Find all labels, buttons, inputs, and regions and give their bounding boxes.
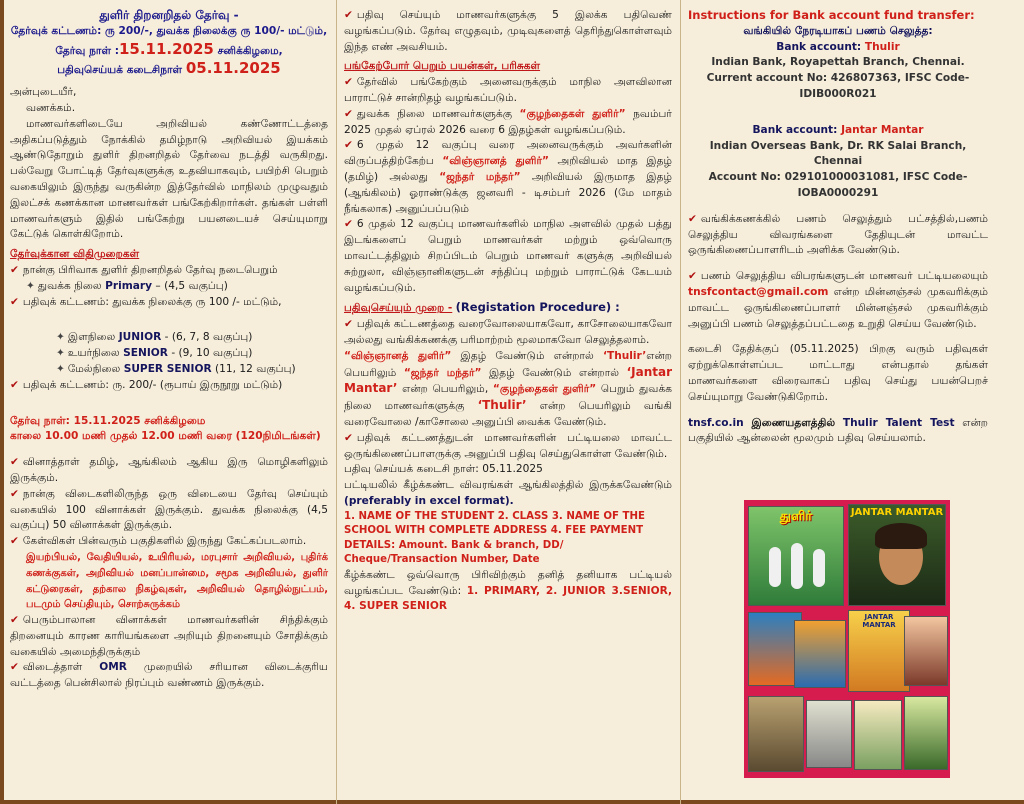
exam-title: துளிர் திறனறிதல் தேர்வு - (99, 8, 239, 22)
benefit-item: ✔ தேர்வில் பங்கேற்கும் அனைவருக்கும் மாநில அளவிலான பாராட்டுச் சான்றிதழ் வழங்கப்படும். (344, 76, 672, 104)
check-icon: ✔ (10, 661, 19, 674)
rule-item: ✔ வினாத்தாள் தமிழ், ஆங்கிலம் ஆகிய இரு மொழிகளிலும் இருக்கும். (10, 456, 328, 484)
check-icon: ✔ (10, 614, 19, 627)
bank-instructions-heading-ta: வங்கியில் நேரடியாகப் பணம் செலுத்த: (743, 24, 933, 37)
rule-item: ✔ பெரும்பாலான வினாக்கள் மாணவர்களின் சிந்திக்கும் திறனையும் காரண காரியங்களை அறியும் திறனையும் சோதிக்கும் வகையில் அமைந்திருக்கும் (10, 614, 328, 658)
cover-side (904, 616, 948, 686)
account-1-label: Bank account: Thulir (776, 40, 900, 53)
note-item: ✔ பணம் செலுத்திய விபரங்களுடன் மாணவர் பட்டியலையும் tnsfcontact@gmail.com என்ற மின்னஞ்சல் முகவரிக்கும் மாவட்ட ஒருங்கிணைப்பாளர் மின்னஞ்சல் முகவரிக்கும் அனுப்பி பணம் செலுத்தப்பட்டதை உறுதி செய்ய வேண்டும். (688, 270, 988, 330)
details-list: 1. NAME OF THE STUDENT 2. CLASS 3. NAME OF THE SCHOOL WITH COMPLETE ADDRESS 4. FEE PAYMENT DETAILS: Amount. Bank & branch, DD/ Cheque/Transaction Number, Date (344, 510, 645, 566)
column-divider (680, 0, 681, 804)
check-icon: ✔ (688, 270, 697, 283)
account-1-bank: Indian Bank, Royapettah Branch, Chennai. (711, 56, 965, 69)
note-item: கடைசி தேதிக்குப் (05.11.2025) பிறகு வரும் பதிவுகள் ஏற்றுக்கொள்ளப்பட மாட்டாது என்பதால் தங்கள் மாணவர்களை விரைவாகப் பதிவு செய்து பயன்பெறச் செய்யுமாறு வேண்டுகிறோம். (688, 343, 988, 403)
procedure-item: ✔ பதிவுக் கட்டணத்துடன் மாணவர்களின் பட்டியலை மாவட்ட ஒருங்கிணைப்பாளருக்கு அனுப்பி பதிவு செய்துகொள்ள வேண்டும். (344, 431, 672, 460)
bank-instructions-heading: Instructions for Bank account fund transfer: (688, 8, 975, 22)
check-icon: ✔ (344, 107, 353, 120)
note-item: ✔ வங்கிக்கணக்கில் பணம் செலுத்தும் பட்சத்தில்,பணம் செலுத்திய விவரங்களை தேதியுடன் மாவட்ட ஒருங்கிணைப்பாளரிடம் அளிக்க வேண்டும். (688, 212, 988, 257)
cover-jantar-mantar-2: JANTAR MANTAR (848, 610, 910, 692)
check-icon: ✔ (10, 456, 19, 469)
account-2-number: Account No: 029101000031081, IFSC Code-IOBA0000291 (708, 171, 968, 199)
level-super-senior: ✦ மேல்நிலை SUPER SENIOR (11, 12 வகுப்பு) (56, 362, 296, 375)
cover-mouse (806, 700, 852, 768)
level-senior: ✦ உயர்நிலை SENIOR - (9, 10 வகுப்பு) (56, 347, 253, 360)
check-icon: ✔ (344, 9, 353, 21)
registration-heading: பதிவுசெய்யும் முறை - (Registation Procedure) : (344, 300, 620, 315)
column-divider (336, 0, 337, 804)
intro-paragraph: மாணவர்களிடையே அறிவியல் கண்ணோட்டத்தை அதிகப்படுத்தும் நோக்கில் தமிழ்நாடு அறிவியல் இயக்கம் ஆண்டுதோறும் துளிர் திறனறிதல் தேர்வை நடத்தி வருகிறது. பல்வேறு போட்டித் தேர்வுகளுக்கு உதவியாகவும், பயிற்சி பெறும் வகையிலும் இருந்து வருகின்ற இத்தேர்வில் மாநிலம் முழுவதும் இலட்சக் கணக்கான மாணவர்கள் பங்கேற்கிறார்கள். தங்கள் பள்ளி மாணவர்களும் இதில் பங்கேற்று பயனடையச் செய்யுமாறு கேட்டுக் கொள்கிறோம். (10, 117, 328, 241)
list-requirement: பட்டியலில் கீழ்க்கண்ட விவரங்கள் ஆங்கிலத்தில் இருக்கவேண்டும் (preferably in excel format). (344, 479, 672, 507)
account-2-label: Bank account: Jantar Mantar (752, 123, 924, 136)
check-icon: ✔ (344, 318, 353, 331)
exam-date-line: தேர்வு நாள்: 15.11.2025 சனிக்கிழமை (10, 414, 206, 427)
star-icon: ✦ (56, 331, 65, 344)
account-2-bank: Indian Overseas Bank, Dr. RK Salai Branch, Chennai (709, 139, 967, 168)
level-junior: ✦ இளநிலை JUNIOR - (6, 7, 8 வகுப்பு) (56, 331, 253, 344)
star-icon: ✦ (56, 362, 65, 375)
star-icon: ✦ (56, 347, 65, 360)
rule-item: ✔ பதிவுக் கட்டணம்: ரு. 200/- (ரூபாய் இருநூறு மட்டும்) (10, 378, 283, 391)
cover-jantar-mantar: JANTAR MANTAR (848, 504, 946, 606)
check-icon: ✔ (688, 212, 697, 225)
column-right (688, 8, 988, 447)
online-registration: tnsf.co.in இணையதளத்தில் Thulir Talent Test என்ற பகுதியில் ஆன்லைன் மூலமும் பதிவு செய்யலாம். (688, 416, 988, 445)
last-date: பதிவு செய்யக் கடைசி நாள்: 05.11.2025 (344, 463, 543, 476)
rule-item: ✔ நான்கு பிரிவாக துளிர் திறனறிதல் தேர்வு நடைபெறும் (10, 263, 278, 276)
check-icon: ✔ (10, 378, 19, 391)
rule-item: ✔ நான்கு விடைகளிலிருந்த ஒரு விடையை தேர்வு செய்யும் வகையில் 100 வினாக்கள் இருக்கும். துவக்க நிலைக்கு (4,5 வகுப்பு) 50 வினாக்கள் இருக்கும். (10, 487, 328, 532)
cover-butterfly (904, 696, 948, 770)
benefits-heading: பங்கேற்போர் பெறும் பயன்கள், பரிசுகள் (344, 60, 541, 73)
rule-item: ✔ பதிவுக் கட்டணம்: துவக்க நிலைக்கு ரு 100 /- மட்டும், (10, 295, 282, 308)
benefit-item: ✔ 6 முதல் 12 வகுப்பு வரை அனைவருக்கும் அவர்களின் விருப்பத்திற்கேற்ப “விஞ்ஞானத் துளிர்” அறிவியல் மாத இதழ் (தமிழ்) அல்லது “ஜந்தர் மந்தர்” அறிவியல் இருமாத இதழ் (ஆங்கிலம்) ஓராண்டுக்கு ஜனவரி - டிசம்பர் 2026 (மே மாதம் நீங்கலாக) அனுப்பப்படும் (344, 139, 673, 215)
exam-date-row: தேர்வு நாள் :15.11.2025 சனிக்கிழமை, (55, 39, 283, 58)
rule-item: ✔ கேள்விகள் பின்வரும் பகுதிகளில் இருந்து கேட்கப்படலாம். (10, 535, 307, 548)
column-left (10, 8, 328, 692)
email-link[interactable]: tnsfcontact@gmail.com (688, 285, 829, 298)
cover-animal (748, 696, 804, 772)
magazine-covers (744, 500, 950, 778)
rules-heading: தேர்வுக்கான விதிமுறைகள் (10, 248, 140, 261)
salutation: வணக்கம். (26, 101, 76, 114)
level-primary: ✦ துவக்க நிலை Primary – (4,5 வகுப்பு) (26, 279, 228, 292)
check-icon: ✔ (344, 431, 353, 444)
procedure-item: ✔ பதிவுக் கட்டணத்தை வரைவோலையாகவோ, காசோலையாகவோ அல்லது வங்கிக்கணக்கு பரிமாற்றம் மூலமாகவோ செலுத்தலாம். (344, 318, 672, 346)
check-icon: ✔ (344, 139, 353, 152)
benefit-item: ✔ துவக்க நிலை மாணவர்களுக்கு “குழந்தைகள் துளிர்” நவம்பர் 2025 முதல் ஏப்ரல் 2026 வரை 6 இதழ்கள் வழங்கப்படும். (344, 107, 672, 136)
greeting: அன்புடையீர், (10, 86, 77, 99)
check-icon: ✔ (344, 218, 353, 231)
cover-thulir: துளிர் (748, 506, 844, 606)
benefit-item: ✔ பதிவு செய்யும் மாணவர்களுக்கு 5 இலக்க பதிவெண் வழங்கப்படும். தேர்வு எழுதவும், முடிவுகளைத் தெரிந்துகொள்ளவும் இந்த எண் அவசியம். (344, 9, 672, 53)
check-icon: ✔ (344, 76, 353, 89)
procedure-item: “விஞ்ஞானத் துளிர்” இதழ் வேண்டும் என்றால் ‘Thulir’என்ற பெயரிலும் “ஜந்தர் மந்தர்” இதழ் வேண்டும் என்றால் ‘Jantar Mantar’ என்ற பெயரிலும், “குழந்தைகள் துளிர்” பெறும் துவக்க நிலை மாணவர்களுக்கு ‘Thulir’ என்ற பெயரிலும் வங்கி வரைவோலை /காசோலை அனுப்பி வைக்க வேண்டும். (344, 349, 673, 428)
exam-time-line: காலை 10.00 மணி முதல் 12.00 மணி வரை (120நிமிடங்கள்) (10, 430, 321, 443)
account-1-number: Current account No: 426807363, IFSC Code-IDIB000R021 (706, 72, 970, 100)
benefit-item: ✔ 6 முதல் 12 வகுப்பு மாணவர்களில் மாநில அளவில் முதல் பத்து இடங்களைப் பெறும் மாணவர்கள் மற்றும் ஒவ்வொரு மாவட்டத்திலும் சிறப்பிடம் பெறும் மாணவர் களுக்கு அறிவியல் சுற்றுலா, விஞ்ஞானிகளுடன் சந்திப்பு மற்றும் பாராட்டுக் கேடயம் வழங்கப்படும். (344, 218, 672, 294)
column-middle (344, 8, 672, 615)
subject-list: இயற்பியல், வேதியியல், உயிரியல், மரபுசார் அறிவியல், புதிர்க் கணக்குகள், அறிவியல் மனப்பான்மை, சமூக அறிவியல், துளிர் கட்டுரைகள், தற்கால நிகழ்வுகள், அறிவியல் தொழில்நுட்பம், படமும் செய்தியும், சொற்சுருக்கம் (26, 551, 328, 611)
cover-comic (854, 700, 902, 770)
check-icon: ✔ (10, 295, 19, 308)
check-icon: ✔ (10, 487, 19, 500)
website-link[interactable]: tnsf.co.in (688, 416, 744, 429)
check-icon: ✔ (10, 263, 19, 276)
cover-kids-thulir-2 (794, 620, 846, 688)
star-icon: ✦ (26, 279, 35, 292)
separate-lists: கீழ்க்கண்ட ஒவ்வொரு பிரிவிற்கும் தனித் தனியாக பட்டியல் வழங்கப்பட வேண்டும்: 1. PRIMARY, 2. JUNIOR 3.SENIOR, 4. SUPER SENIOR (344, 568, 673, 613)
check-icon: ✔ (10, 535, 19, 548)
registration-deadline-row: பதிவுசெய்யக் கடைசிநாள் 05.11.2025 (57, 59, 281, 78)
fee-summary: தேர்வுக் கட்டணம்: ரு 200/-, துவக்க நிலைக்கு ரு 100/- மட்டும், (10, 24, 328, 37)
rule-item: ✔ விடைத்தாள் OMR முறையில் சரியான விடைக்குரிய வட்டத்தை பென்சிலால் நிரப்பும் வண்ணம் இருக்கும். (10, 661, 329, 690)
